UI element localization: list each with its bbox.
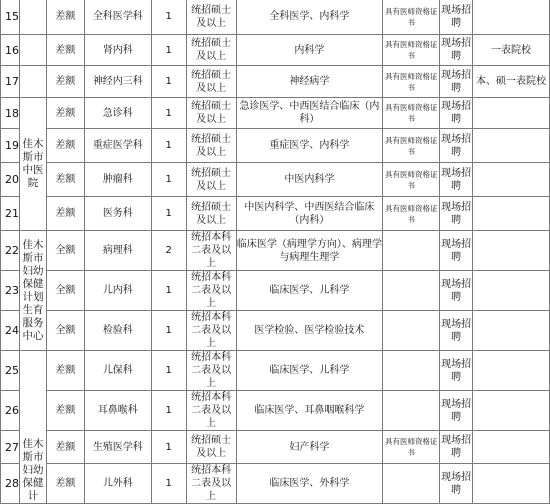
post-name: 肿瘤科 [84,163,151,197]
table-row [1,98,550,129]
exam-method: 现场招聘 [440,391,473,431]
post-name: 病理科 [84,231,151,271]
education-requirement: 统招本科二表及以上 [186,311,236,351]
exam-method: 现场招聘 [440,311,473,351]
row-number: 27 [1,431,20,464]
unit-cell [20,66,47,98]
table-row [1,351,550,391]
row-number: 23 [1,271,20,311]
row-number: 28 [1,464,20,504]
unit-cell [20,0,47,35]
funding-type: 差额 [46,35,84,66]
unit-zhongyiyuan: 佳木斯市中医院 [20,98,47,231]
exam-method: 现场招聘 [440,197,473,231]
major-requirement: 神经病学 [236,66,383,98]
remark [473,98,550,129]
exam-method: 现场招聘 [440,271,473,311]
row-number: 22 [1,231,20,271]
education-requirement: 统招硕士及以上 [186,163,236,197]
funding-type: 差额 [46,464,84,504]
remark [473,129,550,163]
exam-method: 现场招聘 [440,0,473,35]
major-requirement: 临床医学、儿科学 [236,271,383,311]
funding-type: 全额 [46,231,84,271]
post-name: 医务科 [84,197,151,231]
table-row [1,464,550,504]
major-requirement: 中医内科学 [236,163,383,197]
major-requirement: 临床医学、外科学 [236,464,383,504]
major-requirement: 医学检验、医学检验技术 [236,311,383,351]
post-name: 肾内科 [84,35,151,66]
major-requirement: 临床医学（病理学方向）、病理学与病理生理学 [236,231,383,271]
funding-type: 差额 [46,98,84,129]
row-number: 17 [1,66,20,98]
remark [473,231,550,271]
headcount: 1 [151,0,186,35]
remark [473,0,550,35]
remark [473,391,550,431]
funding-type: 差额 [46,391,84,431]
table-row [1,129,550,163]
education-requirement: 统招硕士及以上 [186,66,236,98]
exam-method: 现场招聘 [440,231,473,271]
certificate-requirement: 具有医师资格证书 [383,431,440,464]
certificate-requirement [383,271,440,311]
headcount: 1 [151,271,186,311]
certificate-requirement: 具有医师资格证书 [383,197,440,231]
education-requirement: 统招本科二表及以上 [186,231,236,271]
headcount: 1 [151,311,186,351]
major-requirement: 中医内科学、中西医结合临床（内科） [236,197,383,231]
post-name: 儿内科 [84,271,151,311]
education-requirement: 统招硕士及以上 [186,0,236,35]
headcount: 1 [151,66,186,98]
major-requirement: 急诊医学、中西医结合临床（内科） [236,98,383,129]
unit-fuyou-2: 佳木斯市妇幼保健计 [20,351,47,504]
row-number: 15 [1,0,20,35]
table-row [1,271,550,311]
post-name: 急诊科 [84,98,151,129]
unit-cell [20,35,47,66]
funding-type: 差额 [46,0,84,35]
funding-type: 差额 [46,163,84,197]
education-requirement: 统招本科二表及以上 [186,351,236,391]
post-name: 儿外科 [84,464,151,504]
funding-type: 差额 [46,431,84,464]
post-name: 儿保科 [84,351,151,391]
table-row [1,231,550,271]
funding-type: 全额 [46,271,84,311]
funding-type: 差额 [46,66,84,98]
exam-method: 现场招聘 [440,129,473,163]
post-name: 重症医学科 [84,129,151,163]
education-requirement: 统招本科二表及以上 [186,391,236,431]
certificate-requirement [383,351,440,391]
education-requirement: 统招本科二表及以上 [186,464,236,504]
certificate-requirement [383,231,440,271]
headcount: 1 [151,163,186,197]
certificate-requirement [383,464,440,504]
row-number: 26 [1,391,20,431]
unit-fuyou-center: 佳木斯市妇幼保健计划生育服务中心 [20,231,47,351]
exam-method: 现场招聘 [440,98,473,129]
certificate-requirement: 具有医师资格证书 [383,163,440,197]
remark: 本、硕一表院校 [473,66,550,98]
funding-type: 全额 [46,311,84,351]
headcount: 1 [151,197,186,231]
table-row [1,163,550,197]
headcount: 1 [151,98,186,129]
table-row [1,311,550,351]
remark [473,431,550,464]
row-number: 25 [1,351,20,391]
exam-method: 现场招聘 [440,464,473,504]
table-row [1,197,550,231]
remark: 一表院校 [473,35,550,66]
certificate-requirement: 具有医师资格证书 [383,0,440,35]
remark [473,311,550,351]
education-requirement: 统招硕士及以上 [186,129,236,163]
exam-method: 现场招聘 [440,66,473,98]
table-row [1,431,550,464]
major-requirement: 妇产科学 [236,431,383,464]
major-requirement: 全科医学、内科学 [236,0,383,35]
headcount: 1 [151,129,186,163]
headcount: 1 [151,464,186,504]
post-name: 全科医学科 [84,0,151,35]
education-requirement: 统招硕士及以上 [186,35,236,66]
row-number: 20 [1,163,20,197]
major-requirement: 临床医学、儿科学 [236,351,383,391]
major-requirement: 内科学 [236,35,383,66]
row-number: 19 [1,129,20,163]
row-number: 18 [1,98,20,129]
row-number: 21 [1,197,20,231]
headcount: 1 [151,35,186,66]
headcount: 2 [151,231,186,271]
funding-type: 差额 [46,351,84,391]
headcount: 1 [151,351,186,391]
exam-method: 现场招聘 [440,351,473,391]
certificate-requirement: 具有医师资格证书 [383,35,440,66]
exam-method: 现场招聘 [440,163,473,197]
certificate-requirement: 具有医师资格证书 [383,129,440,163]
table-row [1,35,550,66]
table-row [1,0,550,35]
remark [473,351,550,391]
headcount: 1 [151,391,186,431]
education-requirement: 统招硕士及以上 [186,197,236,231]
certificate-requirement: 具有医师资格证书 [383,66,440,98]
exam-method: 现场招聘 [440,35,473,66]
post-name: 检验科 [84,311,151,351]
major-requirement: 临床医学、耳鼻咽喉科学 [236,391,383,431]
certificate-requirement [383,391,440,431]
education-requirement: 统招硕士及以上 [186,98,236,129]
education-requirement: 统招本科二表及以上 [186,271,236,311]
post-name: 神经内三科 [84,66,151,98]
funding-type: 差额 [46,197,84,231]
major-requirement: 重症医学、内科学 [236,129,383,163]
funding-type: 差额 [46,129,84,163]
remark [473,197,550,231]
education-requirement: 统招硕士及以上 [186,431,236,464]
remark [473,271,550,311]
row-number: 16 [1,35,20,66]
post-name: 生殖医学科 [84,431,151,464]
certificate-requirement: 具有医师资格证书 [383,98,440,129]
exam-method: 现场招聘 [440,431,473,464]
table-row [1,391,550,431]
row-number: 24 [1,311,20,351]
headcount: 1 [151,431,186,464]
remark [473,163,550,197]
certificate-requirement [383,311,440,351]
post-name: 耳鼻喉科 [84,391,151,431]
remark [473,464,550,504]
table-row [1,66,550,98]
